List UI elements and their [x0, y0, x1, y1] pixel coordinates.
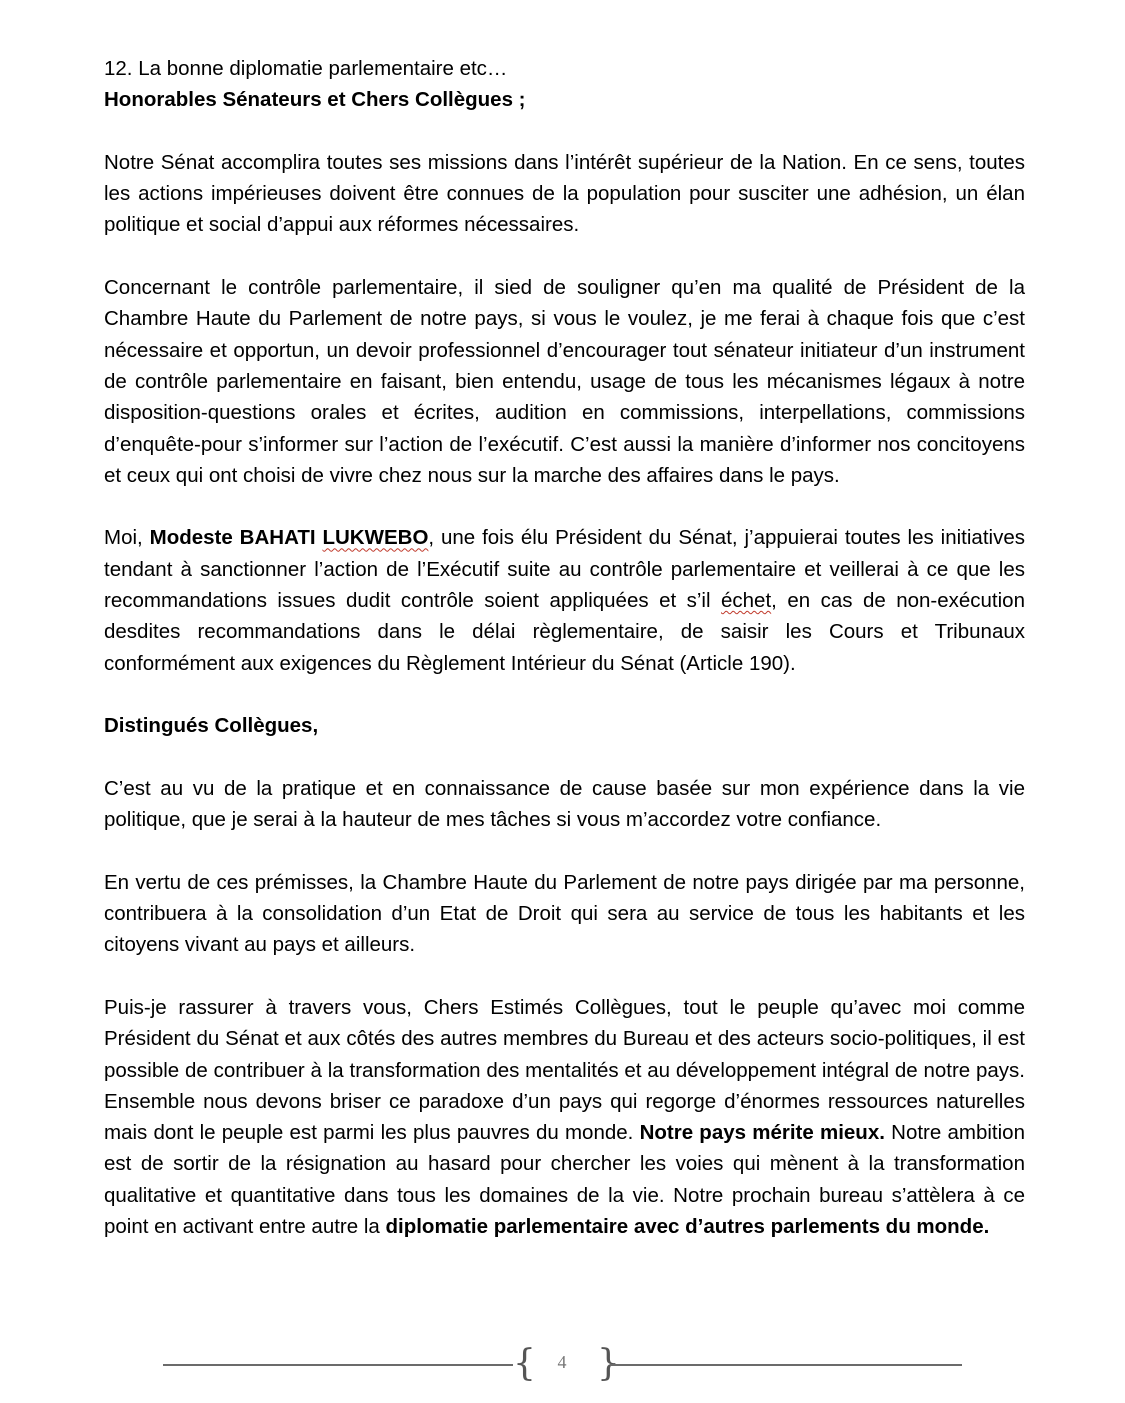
page-footer — [0, 1340, 1125, 1390]
emphasis-notre-pays: Notre pays mérite mieux. — [639, 1121, 885, 1145]
footer-bracket-open: { — [513, 1343, 536, 1384]
text-segment: , une fois élu Président du Sénat, j’appuierai toutes les initiatives tendant à sanctionner l’action de l’Exécutif suite au contrôle parlementaire et veillerai à ce que les recommandations issues dudit contrôle soient appliquées et s’il — [104, 526, 1025, 613]
text-segment: Notre ambition est de sortir de la résignation au hasard pour chercher les voies qui mènent à la transformation qualitative et quantitative dans tous les domaines de la vie. Notre prochain bureau s’attèlera à ce point en activant entre autre la — [104, 1121, 1025, 1238]
candidate-surname-spellcheck: LUKWEBO — [322, 526, 429, 550]
paragraph-senat-missions: Notre Sénat accomplira toutes ses missions dans l’intérêt supérieur de la Nation. En ce sens, toutes les actions impérieuses doivent être connues de la population pour susciter une adhésion, un élan politique et social d’appui aux réformes nécessaires. — [104, 150, 1025, 237]
emphasis-diplomatie: diplomatie parlementaire avec d’autres parlements du monde. — [385, 1214, 990, 1238]
paragraph-etat-de-droit: En vertu de ces prémisses, la Chambre Haute du Parlement de notre pays dirigée par ma personne, contribuera à la consolidation d’un Etat de Droit qui sera au service de tous les habitants et les citoyens vivant au pays et ailleurs. — [104, 870, 1025, 957]
text-segment: Puis-je rassurer à travers vous, Chers Estimés Collègues, tout le peuple qu’avec moi comme Président du Sénat et aux côtés des autres membres du Bureau et des acteurs socio-politiques, il est possible de contribuer à la transformation des mentalités et au développement intégral de notre pays. Ensemble nous devons briser ce paradoxe d’un pays qui regorge d’énormes ressources naturelles mais dont le peuple est parmi les plus pauvres du monde. — [104, 995, 1025, 1145]
paragraph-candidate-commitment — [104, 522, 1025, 678]
word-spellcheck-echet: échet — [721, 589, 772, 613]
candidate-name: Modeste BAHATI — [149, 526, 323, 550]
salutation-honorables: Honorables Sénateurs et Chers Collègues ; — [104, 88, 526, 112]
page-number: 4 — [557, 1352, 567, 1372]
list-item-12: 12. La bonne diplomatie parlementaire etc… — [104, 57, 508, 80]
text-segment: , en cas de non-exécution desdites recommandations dans le délai règlementaire, de saisir les Cours et Tribunaux conformément aux exigences du Règlement Intérieur du Sénat (Article 190). — [104, 589, 1025, 675]
footer-rule-left — [163, 1364, 513, 1366]
footer-rule-right — [610, 1364, 962, 1366]
document-page — [104, 53, 1025, 1242]
paragraph-transformation — [104, 992, 1025, 1242]
text-segment: Moi, — [104, 526, 150, 550]
paragraph-experience: C’est au vu de la pratique et en connaissance de cause basée sur mon expérience dans la vie politique, que je serai à la hauteur de mes tâches si vous m’accordez votre confiance. — [104, 776, 1025, 832]
paragraph-controle-parlementaire: Concernant le contrôle parlementaire, il sied de souligner qu’en ma qualité de Président de la Chambre Haute du Parlement de notre pays, si vous le voulez, je me ferai à chaque fois que c’est nécessaire et opportun, un devoir professionnel d’encourager tout sénateur initiateur d’un instrument de contrôle parlementaire en faisant, bien entendu, usage de tous les mécanismes légaux à notre disposition-questions orales et écrites, audition en commissions, interpellations, commissions d’enquête-pour s’informer sur l’action de l’exécutif. C’est aussi la manière d’informer nos concitoyens et ceux qui ont choisi de vivre chez nous sur la marche des affaires dans le pays. — [104, 276, 1025, 487]
salutation-distingues: Distingués Collègues, — [104, 714, 319, 738]
footer-bracket-close: } — [597, 1343, 620, 1384]
